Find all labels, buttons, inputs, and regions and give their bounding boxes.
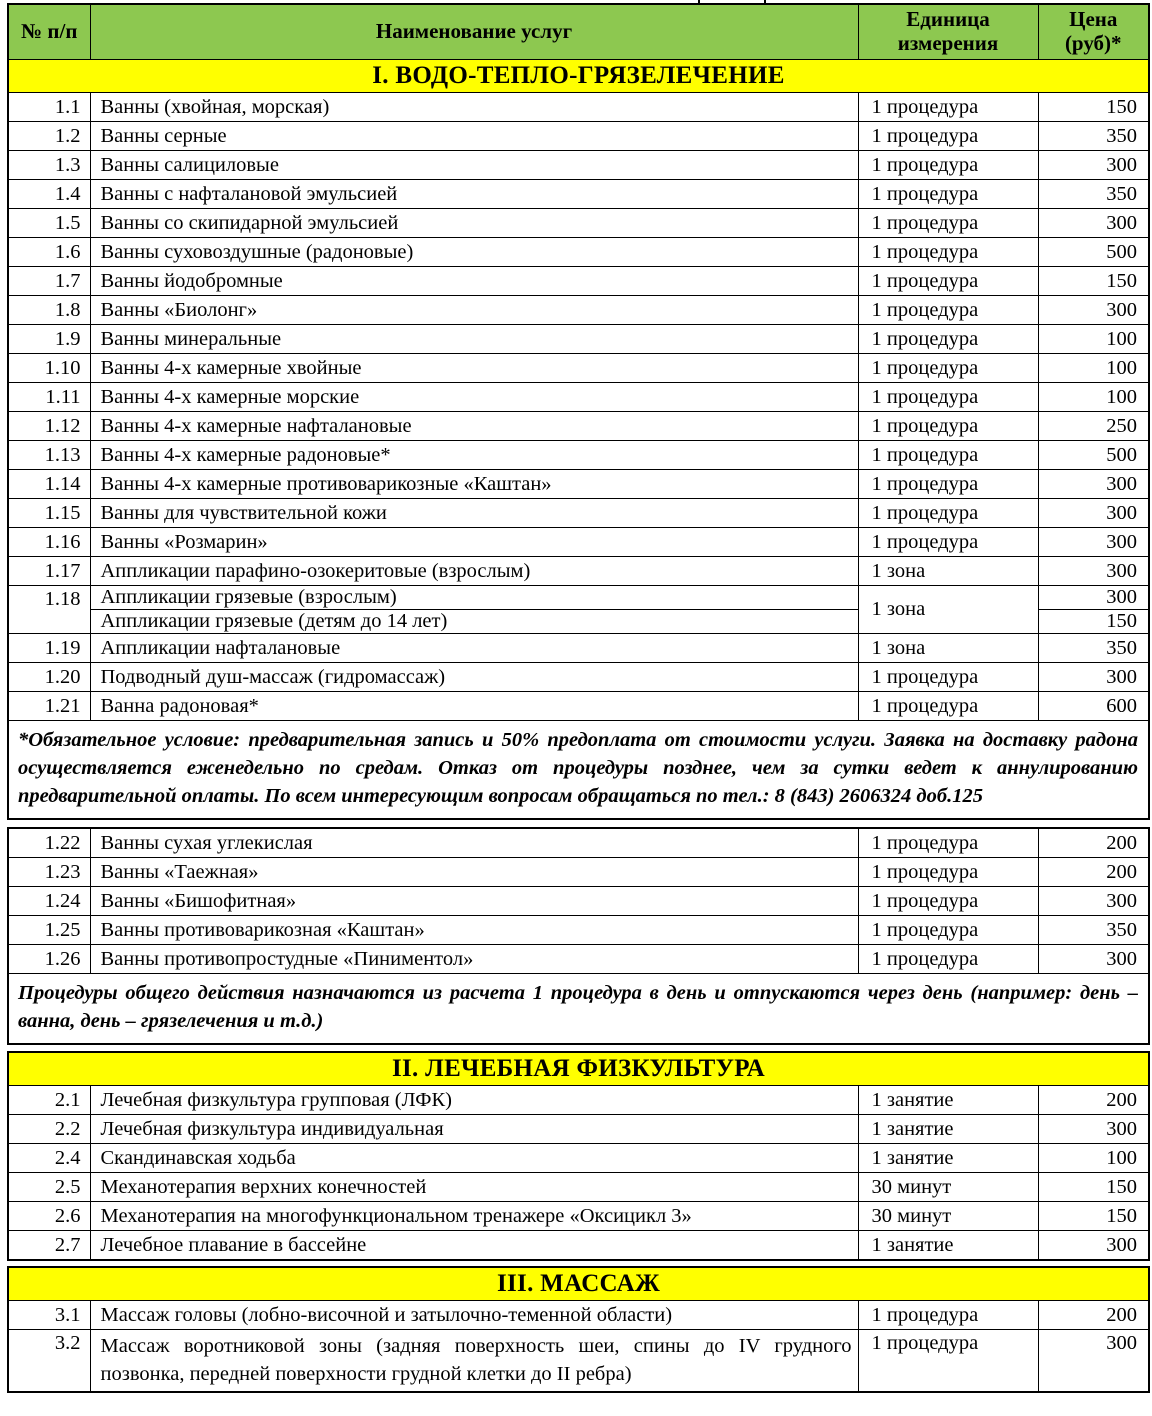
table-row <box>8 238 1149 267</box>
service-name: Ванны 4-х камерные морские <box>90 383 858 412</box>
row-number: 1.1 <box>8 93 90 122</box>
note-row-2 <box>8 974 1149 1045</box>
unit-cell: 1 занятие <box>858 1115 1038 1144</box>
unit-cell: 1 процедура <box>858 1301 1038 1330</box>
price-cell: 500 <box>1038 238 1149 267</box>
unit-cell: 1 процедура <box>858 122 1038 151</box>
service-name: Ванны 4-х камерные хвойные <box>90 354 858 383</box>
unit-cell: 1 процедура <box>858 93 1038 122</box>
price-cell: 300 <box>1038 296 1149 325</box>
row-number: 1.5 <box>8 209 90 238</box>
table-row <box>8 828 1149 858</box>
unit-cell: 1 процедура <box>858 441 1038 470</box>
table-row <box>8 528 1149 557</box>
unit-cell: 1 процедура <box>858 354 1038 383</box>
service-name: Массаж воротниковой зоны (задняя поверхность шеи, спины до IV грудного позвонка, передней поверхности грудной клетки до II ребра) <box>90 1330 858 1392</box>
table-row <box>8 1115 1149 1144</box>
unit-cell: 1 процедура <box>858 499 1038 528</box>
table-row <box>8 1144 1149 1173</box>
row-number: 1.23 <box>8 858 90 887</box>
unit-cell: 1 зона <box>858 557 1038 586</box>
table-row <box>8 354 1149 383</box>
service-name: Ванны «Биолонг» <box>90 296 858 325</box>
section-header-1: I. ВОДО-ТЕПЛО-ГРЯЗЕЛЕЧЕНИЕ <box>8 60 1149 93</box>
row-number: 1.15 <box>8 499 90 528</box>
price-cell: 100 <box>1038 354 1149 383</box>
row-number: 1.7 <box>8 267 90 296</box>
price-cell: 300 <box>1038 1115 1149 1144</box>
service-name: Ванны «Бишофитная» <box>90 887 858 916</box>
table-row <box>8 383 1149 412</box>
row-number: 1.12 <box>8 412 90 441</box>
row-number: 1.18 <box>8 586 90 634</box>
table-row <box>8 209 1149 238</box>
service-name: Ванны 4-х камерные нафталановые <box>90 412 858 441</box>
unit-cell: 1 процедура <box>858 1330 1038 1392</box>
price-cell: 300 <box>1038 470 1149 499</box>
table-row <box>8 663 1149 692</box>
row-number: 1.11 <box>8 383 90 412</box>
row-number: 2.1 <box>8 1086 90 1115</box>
row-number: 1.13 <box>8 441 90 470</box>
service-name: Ванны йодобромные <box>90 267 858 296</box>
scan-artifact <box>698 0 766 3</box>
unit-cell: 1 занятие <box>858 1144 1038 1173</box>
service-name: Ванны минеральные <box>90 325 858 354</box>
table-row <box>8 1231 1149 1261</box>
service-name: Механотерапия верхних конечностей <box>90 1173 858 1202</box>
row-number: 1.9 <box>8 325 90 354</box>
price-cell: 300 <box>1038 499 1149 528</box>
row-number: 1.4 <box>8 180 90 209</box>
table-row <box>8 122 1149 151</box>
general-procedures-note-text: Процедуры общего действия назначаются из расчета 1 процедура в день и отпускаются через день (например: день – ванна, день – грязелечения и т.д.) <box>8 974 1149 1045</box>
row-number: 1.8 <box>8 296 90 325</box>
service-name: Ванны серные <box>90 122 858 151</box>
row-number: 1.20 <box>8 663 90 692</box>
column-header-num: № п/п <box>8 4 90 60</box>
table-row <box>8 1086 1149 1115</box>
table-row <box>8 499 1149 528</box>
service-name: Ванны «Розмарин» <box>90 528 858 557</box>
table-row <box>8 1330 1149 1392</box>
unit-cell: 1 процедура <box>858 470 1038 499</box>
row-number: 2.4 <box>8 1144 90 1173</box>
header-row <box>8 4 1149 60</box>
table-row <box>8 325 1149 354</box>
row-number: 1.22 <box>8 828 90 858</box>
row-number: 2.6 <box>8 1202 90 1231</box>
radon-note-text: *Обязательное условие: предварительная запись и 50% предоплата от стоимости услуги. Заявка на доставку радона осуществляется еженедельно по средам. Отказ от процедуры позднее, чем за сутки ведет к аннулированию предварительной оплаты. По всем интересующим вопросам обращаться по тел.: 8 (843) 2606324 доб.125 <box>8 721 1149 820</box>
unit-cell: 1 процедура <box>858 945 1038 974</box>
service-name: Ванны противоварикозная «Каштан» <box>90 916 858 945</box>
unit-cell: 1 процедура <box>858 858 1038 887</box>
price-cell: 300 <box>1038 557 1149 586</box>
table-row <box>8 1301 1149 1330</box>
price-cell: 600 <box>1038 692 1149 721</box>
service-name: Ванны со скипидарной эмульсией <box>90 209 858 238</box>
unit-cell: 1 занятие <box>858 1231 1038 1261</box>
table-row <box>8 887 1149 916</box>
service-name: Подводный душ-массаж (гидромассаж) <box>90 663 858 692</box>
price-cell: 300 <box>1038 209 1149 238</box>
unit-cell: 1 процедура <box>858 151 1038 180</box>
price-cell: 150 <box>1038 267 1149 296</box>
unit-cell: 1 процедура <box>858 692 1038 721</box>
service-name: Ванны салициловые <box>90 151 858 180</box>
service-name: Массаж головы (лобно-височной и затылочно-теменной области) <box>90 1301 858 1330</box>
section-header-2: II. ЛЕЧЕБНАЯ ФИЗКУЛЬТУРА <box>8 1052 1149 1086</box>
unit-cell: 1 зона <box>858 586 1038 634</box>
row-number: 1.24 <box>8 887 90 916</box>
service-name: Ванны (хвойная, морская) <box>90 93 858 122</box>
price-cell: 300 <box>1038 887 1149 916</box>
service-name: Лечебная физкультура групповая (ЛФК) <box>90 1086 858 1115</box>
price-cell: 350 <box>1038 634 1149 663</box>
service-name: Ванны противопростудные «Пиниментол» <box>90 945 858 974</box>
row-number: 1.16 <box>8 528 90 557</box>
price-cell: 100 <box>1038 383 1149 412</box>
unit-cell: 1 процедура <box>858 383 1038 412</box>
service-name: Механотерапия на многофункциональном тренажере «Оксицикл 3» <box>90 1202 858 1231</box>
unit-cell: 1 процедура <box>858 296 1038 325</box>
row-number: 1.25 <box>8 916 90 945</box>
price-cell: 350 <box>1038 180 1149 209</box>
section-header-3: III. МАССАЖ <box>8 1267 1149 1301</box>
table-row <box>8 634 1149 663</box>
table-row <box>8 267 1149 296</box>
row-number: 1.21 <box>8 692 90 721</box>
price-cell: 150 <box>1038 1173 1149 1202</box>
table-row <box>8 441 1149 470</box>
service-name: Скандинавская ходьба <box>90 1144 858 1173</box>
unit-cell: 1 процедура <box>858 209 1038 238</box>
column-header-unit: Единица измерения <box>858 4 1038 60</box>
unit-cell: 1 зона <box>858 634 1038 663</box>
table-gap <box>0 820 1152 827</box>
table-row <box>8 93 1149 122</box>
unit-cell: 1 занятие <box>858 1086 1038 1115</box>
column-header-price: Цена (руб)* <box>1038 4 1149 60</box>
price-table-block-1 <box>7 3 1150 820</box>
table-row <box>8 470 1149 499</box>
unit-cell: 1 процедура <box>858 916 1038 945</box>
table-row-1-18-a <box>8 586 1149 610</box>
unit-cell: 1 процедура <box>858 238 1038 267</box>
row-number: 1.2 <box>8 122 90 151</box>
table-row <box>8 1173 1149 1202</box>
price-cell: 150 <box>1038 93 1149 122</box>
price-cell: 300 <box>1038 151 1149 180</box>
unit-cell: 1 процедура <box>858 887 1038 916</box>
service-name: Ванны 4-х камерные радоновые* <box>90 441 858 470</box>
unit-cell: 1 процедура <box>858 412 1038 441</box>
unit-cell: 1 процедура <box>858 267 1038 296</box>
service-name: Лечебная физкультура индивидуальная <box>90 1115 858 1144</box>
price-cell: 300 <box>1038 586 1149 610</box>
service-name: Ванны суховоздушные (радоновые) <box>90 238 858 267</box>
unit-cell: 30 минут <box>858 1202 1038 1231</box>
row-number: 1.3 <box>8 151 90 180</box>
price-cell: 300 <box>1038 1231 1149 1261</box>
row-number: 1.6 <box>8 238 90 267</box>
service-name: Ванны 4-х камерные противоварикозные «Каштан» <box>90 470 858 499</box>
service-name: Аппликации нафталановые <box>90 634 858 663</box>
service-name: Лечебное плавание в бассейне <box>90 1231 858 1261</box>
price-table-block-4 <box>7 1266 1150 1393</box>
service-name: Аппликации грязевые (взрослым) <box>90 586 858 610</box>
price-cell: 100 <box>1038 325 1149 354</box>
service-name: Ванны для чувствительной кожи <box>90 499 858 528</box>
price-cell: 200 <box>1038 1086 1149 1115</box>
unit-cell: 1 процедура <box>858 325 1038 354</box>
price-cell: 350 <box>1038 122 1149 151</box>
unit-cell: 1 процедура <box>858 528 1038 557</box>
row-number: 2.2 <box>8 1115 90 1144</box>
price-cell: 200 <box>1038 858 1149 887</box>
table-row <box>8 412 1149 441</box>
service-name: Ванна радоновая* <box>90 692 858 721</box>
unit-cell: 1 процедура <box>858 180 1038 209</box>
price-cell: 300 <box>1038 528 1149 557</box>
section-row-3 <box>8 1267 1149 1301</box>
section-row-1 <box>8 60 1149 93</box>
table-row <box>8 945 1149 974</box>
price-table-block-2 <box>7 827 1150 1045</box>
price-cell: 300 <box>1038 945 1149 974</box>
service-name: Ванны с нафталановой эмульсией <box>90 180 858 209</box>
row-number: 1.14 <box>8 470 90 499</box>
unit-cell: 1 процедура <box>858 663 1038 692</box>
table-row <box>8 557 1149 586</box>
table-row <box>8 1202 1149 1231</box>
service-name: Ванны «Таежная» <box>90 858 858 887</box>
row-number: 1.10 <box>8 354 90 383</box>
table-row <box>8 916 1149 945</box>
service-name: Аппликации парафино-озокеритовые (взрослым) <box>90 557 858 586</box>
table-row <box>8 692 1149 721</box>
service-name: Ванны сухая углекислая <box>90 828 858 858</box>
price-cell: 150 <box>1038 1202 1149 1231</box>
price-cell: 100 <box>1038 1144 1149 1173</box>
price-cell: 250 <box>1038 412 1149 441</box>
price-cell: 200 <box>1038 1301 1149 1330</box>
unit-cell: 30 минут <box>858 1173 1038 1202</box>
table-row <box>8 180 1149 209</box>
row-number: 1.19 <box>8 634 90 663</box>
section-row-2 <box>8 1052 1149 1086</box>
row-number: 3.1 <box>8 1301 90 1330</box>
table-row <box>8 151 1149 180</box>
price-table-block-3 <box>7 1051 1150 1261</box>
price-cell: 500 <box>1038 441 1149 470</box>
table-row <box>8 296 1149 325</box>
price-cell: 150 <box>1038 610 1149 634</box>
table-row <box>8 858 1149 887</box>
row-number: 1.17 <box>8 557 90 586</box>
row-number: 1.26 <box>8 945 90 974</box>
row-number: 2.7 <box>8 1231 90 1261</box>
row-number: 2.5 <box>8 1173 90 1202</box>
price-cell: 300 <box>1038 663 1149 692</box>
price-cell: 200 <box>1038 828 1149 858</box>
unit-cell: 1 процедура <box>858 828 1038 858</box>
row-number: 3.2 <box>8 1330 90 1392</box>
note-row-1 <box>8 721 1149 820</box>
price-cell: 300 <box>1038 1330 1149 1392</box>
service-name: Аппликации грязевые (детям до 14 лет) <box>90 610 858 634</box>
column-header-name: Наименование услуг <box>90 4 858 60</box>
price-cell: 350 <box>1038 916 1149 945</box>
